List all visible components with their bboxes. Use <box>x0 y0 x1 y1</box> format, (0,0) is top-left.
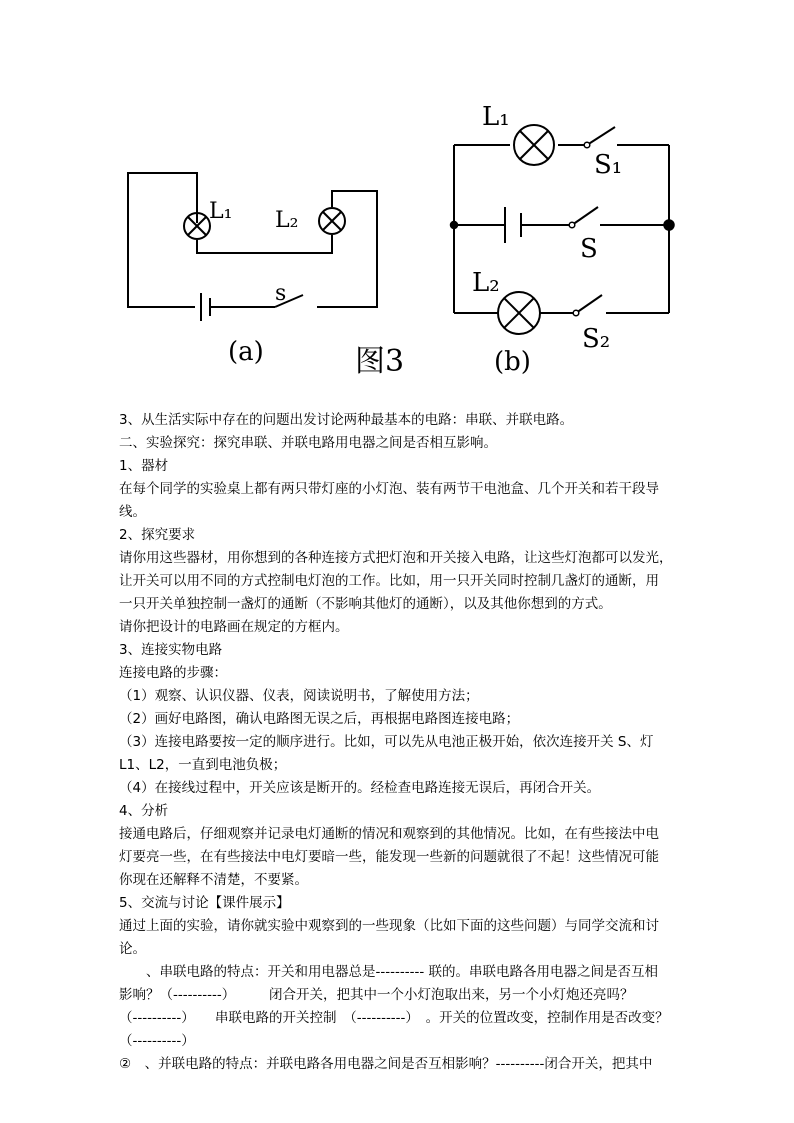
figure-caption: 图3 <box>355 344 405 379</box>
text-line: ② 、并联电路的特点：并联电路各用电器之间是否互相影响？----------闭合开关，把其中 <box>119 1056 653 1072</box>
junction-left-dot <box>451 222 458 229</box>
text-line: （----------） <box>119 1033 195 1049</box>
caption-a: (a) <box>228 337 264 367</box>
label-s: S <box>580 234 598 264</box>
lamp-l1-b-icon <box>514 125 554 165</box>
text-line: 接通电路后，仔细观察并记录电灯通断的情况和观察到的其他情况。比如，在有些接法中电 <box>119 826 659 842</box>
section-heading: 4、分析 <box>119 803 169 819</box>
circuit-diagrams <box>110 95 710 395</box>
section-heading: 5、交流与讨论【课件展示】 <box>119 895 290 911</box>
circuit-a-wire-left <box>128 173 197 307</box>
label-s1: S₁ <box>594 150 623 180</box>
circuit-a-wire-middle <box>197 235 332 253</box>
switch-s-blade <box>572 207 598 225</box>
label-l2-b: L₂ <box>472 268 500 298</box>
text-line: 影响？（----------） 闭合开关，把其中一个小灯泡取出来，另一个小灯炮还亮吗？ <box>119 987 634 1003</box>
label-l1-a: L₁ <box>209 199 233 224</box>
text-line: （2）画好电路图，确认电路图无误之后，再根据电路图连接电路； <box>119 711 520 727</box>
text-line: L1、L2，一直到电池负极； <box>119 757 287 773</box>
text-line: 一只开关单独控制一盏灯的通断（不影响其他灯的通断），以及其他你想到的方式。 <box>119 596 612 612</box>
lamp-l2-b-icon <box>498 292 540 334</box>
text-line: 在每个同学的实验桌上都有两只带灯座的小灯泡、装有两节干电池盒、几个开关和若干段导 <box>119 481 659 497</box>
text-line: 请你用这些器材，用你想到的各种连接方式把灯泡和开关接入电路，让这些灯泡都可以发光， <box>119 550 673 566</box>
text-line: （1）观察、认识仪器、仪表，阅读说明书，了解使用方法； <box>119 688 479 704</box>
text-line: 二、实验探究：探究串联、并联电路用电器之间是否相互影响。 <box>119 435 497 451</box>
label-switch-a: s <box>275 281 287 306</box>
label-l1-b: L₁ <box>482 102 510 132</box>
body-text <box>119 409 679 1076</box>
section-heading: 2、探究要求 <box>119 527 196 543</box>
text-line: （----------） 串联电路的开关控制 （----------） 。开关的位置改变，控制作用是否改变？ <box>119 1010 669 1026</box>
text-line: 线。 <box>119 504 146 520</box>
circuit-figure <box>110 95 710 395</box>
text-line: 请你把设计的电路画在规定的方框内。 <box>119 619 349 635</box>
text-line: 3、从生活实际中存在的问题出发讨论两种最基本的电路：串联、并联电路。 <box>119 412 574 428</box>
lamp-l2-a-icon <box>319 208 345 234</box>
switch-s1-blade <box>587 127 615 145</box>
text-line: 你现在还解释不清楚，不要紧。 <box>119 872 308 888</box>
text-line: 、串联电路的特点：开关和用电器总是---------- 联的。串联电路各用电器之间是否互相 <box>119 964 659 980</box>
text-line: 灯要亮一些，在有些接法中电灯要暗一些，能发现一些新的问题就很了不起！这些情况可能 <box>119 849 659 865</box>
text-line: 论。 <box>119 941 146 957</box>
text-line: 通过上面的实验，请你就实验中观察到的一些现象（比如下面的这些问题）与同学交流和讨 <box>119 918 659 934</box>
text-line: 连接电路的步骤： <box>119 665 227 681</box>
text-line: （3）连接电路要按一定的顺序进行。比如，可以先从电池正极开始，依次连接开关 S、灯 <box>119 734 654 750</box>
label-l2-a: L₂ <box>275 208 299 233</box>
switch-s2-blade <box>576 295 602 313</box>
label-s2: S₂ <box>582 324 611 354</box>
section-heading: 3、连接实物电路 <box>119 642 223 658</box>
circuit-b <box>454 125 669 334</box>
caption-b: (b) <box>494 347 531 377</box>
text-line: （4）在接线过程中，开关应该是断开的。经检查电路连接无误后，再闭合开关。 <box>119 780 601 796</box>
section-heading: 1、器材 <box>119 458 169 474</box>
text-line: 让开关可以用不同的方式控制电灯泡的工作。比如，用一只开关同时控制几盏灯的通断，用 <box>119 573 659 589</box>
circuit-a <box>128 173 377 321</box>
junction-right-dot <box>664 220 674 230</box>
